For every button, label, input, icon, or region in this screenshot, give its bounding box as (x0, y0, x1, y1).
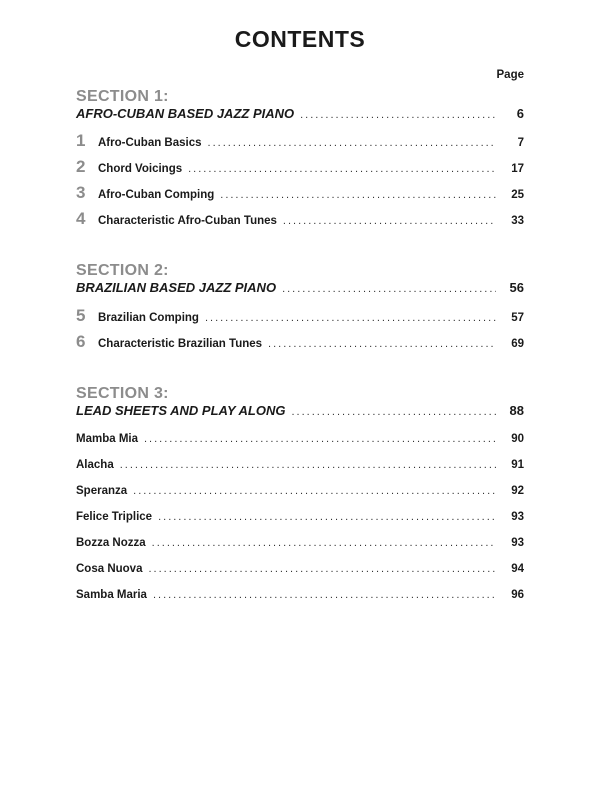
section-title: AFRO-CUBAN BASED JAZZ PIANO (76, 106, 295, 121)
chapter-number: 5 (76, 306, 86, 325)
section-title: LEAD SHEETS AND PLAY ALONG (76, 403, 286, 418)
chapter-number: 6 (76, 332, 86, 351)
tune-page-number: 92 (511, 485, 524, 497)
section-page-number: 56 (509, 280, 524, 295)
chapter-number: 3 (76, 183, 86, 202)
page-column-label: Page (496, 69, 524, 81)
tune-title: Cosa Nuova (76, 563, 143, 575)
dot-leader (188, 162, 496, 176)
page-title: CONTENTS (234, 26, 366, 52)
chapter-title: Afro-Cuban Comping (98, 189, 215, 201)
chapter-entry[interactable] (76, 332, 524, 351)
chapter-title: Characteristic Brazilian Tunes (98, 338, 263, 350)
chapter-entry[interactable] (76, 131, 524, 150)
section-label: SECTION 2: (76, 262, 169, 279)
dot-leader (148, 562, 496, 576)
dot-leader (291, 404, 496, 420)
tune-entry[interactable] (76, 458, 524, 472)
section-3 (76, 386, 524, 420)
dot-leader (282, 281, 496, 297)
tune-page-number: 93 (511, 537, 524, 549)
dot-leader (120, 458, 496, 472)
chapter-entry[interactable] (76, 157, 524, 176)
dot-leader (158, 510, 496, 524)
tune-title: Mamba Mia (76, 433, 138, 445)
tune-page-number: 90 (511, 433, 524, 445)
dot-leader (205, 311, 496, 325)
tune-title: Speranza (76, 485, 128, 497)
chapter-page-number: 57 (511, 312, 524, 324)
chapter-title: Afro-Cuban Basics (98, 137, 202, 149)
section-page-number: 6 (516, 106, 524, 121)
chapter-page-number: 25 (511, 189, 524, 201)
chapter-title: Brazilian Comping (98, 312, 199, 324)
dot-leader (300, 107, 496, 123)
tune-entry[interactable] (76, 432, 524, 446)
dot-leader (152, 536, 496, 550)
tune-entry[interactable] (76, 484, 524, 498)
tune-page-number: 91 (511, 459, 524, 471)
chapter-page-number: 33 (511, 215, 524, 227)
tune-page-number: 96 (511, 589, 524, 601)
tune-title: Alacha (76, 459, 114, 471)
tune-page-number: 93 (511, 511, 524, 523)
dot-leader (144, 432, 496, 446)
chapter-entry[interactable] (76, 209, 524, 228)
chapter-entry[interactable] (76, 183, 524, 202)
chapter-page-number: 69 (511, 338, 524, 350)
section-label: SECTION 1: (76, 88, 169, 105)
tune-entry[interactable] (76, 510, 524, 524)
dot-leader (153, 588, 496, 602)
section-title-row[interactable] (76, 280, 524, 297)
section-page-number: 88 (509, 403, 524, 418)
dot-leader (283, 214, 496, 228)
section-title-row[interactable] (76, 106, 524, 123)
tune-page-number: 94 (511, 563, 524, 575)
chapter-title: Chord Voicings (98, 163, 183, 175)
dot-leader (268, 337, 496, 351)
section-2 (76, 263, 524, 297)
tune-entry[interactable] (76, 562, 524, 576)
section-label: SECTION 3: (76, 385, 169, 402)
tune-entry[interactable] (76, 588, 524, 602)
chapter-title: Characteristic Afro-Cuban Tunes (98, 215, 277, 227)
chapter-page-number: 7 (517, 137, 524, 149)
dot-leader (208, 136, 496, 150)
chapter-number: 1 (76, 131, 86, 150)
section-1 (76, 89, 524, 123)
section-title: BRAZILIAN BASED JAZZ PIANO (76, 280, 277, 295)
chapter-number: 2 (76, 157, 86, 176)
chapter-entry[interactable] (76, 306, 524, 325)
tune-title: Felice Triplice (76, 511, 153, 523)
tune-entry[interactable] (76, 536, 524, 550)
dot-leader (220, 188, 496, 202)
tune-title: Bozza Nozza (76, 537, 146, 549)
dot-leader (133, 484, 496, 498)
section-title-row[interactable] (76, 403, 524, 420)
chapter-number: 4 (76, 209, 86, 228)
tune-title: Samba Maria (76, 589, 147, 601)
chapter-page-number: 17 (511, 163, 524, 175)
